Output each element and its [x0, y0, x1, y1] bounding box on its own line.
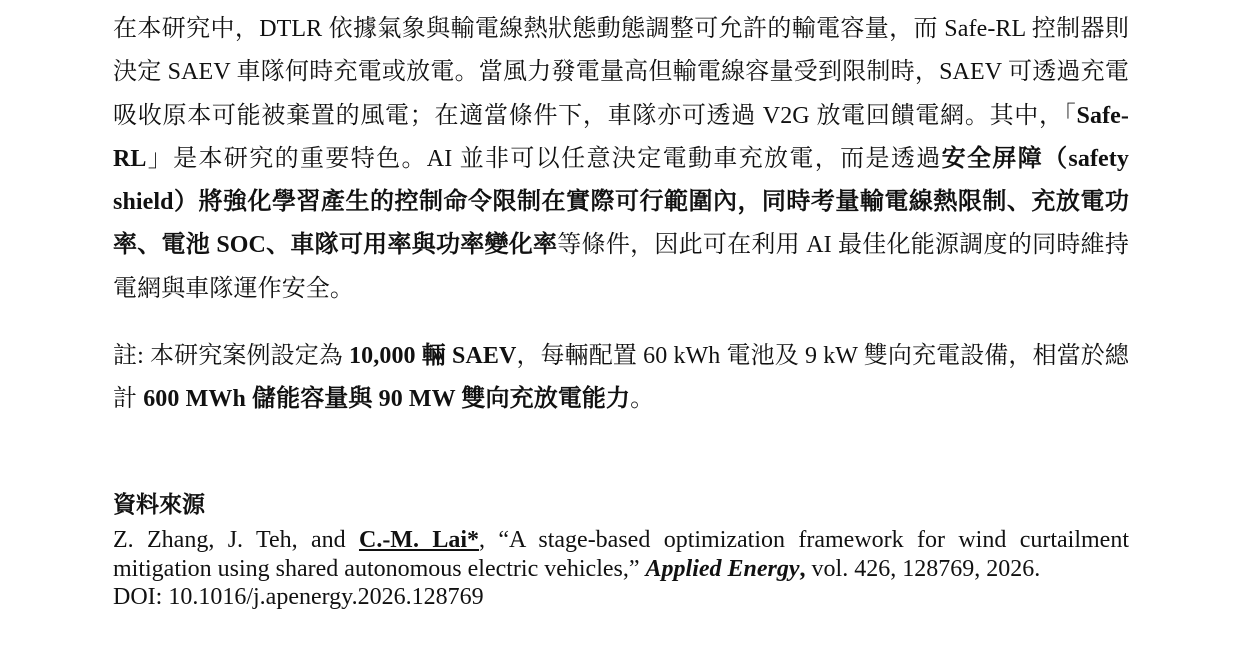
journal-comma: , [799, 555, 806, 582]
case-note [113, 335, 1129, 422]
note-text: ，每輛配置 60 kWh 電池及 9 kW 雙向充電設備，相當於總計 [113, 343, 1129, 413]
fleet-size-emphasis: 10,000 輛 SAEV [349, 343, 517, 370]
safe-rl-term: Safe-RL [113, 102, 1129, 172]
body-text: 」是本研究的重要特色。AI 並非可以任意決定電動車充放電，而是透過 [146, 145, 942, 172]
capacity-emphasis: 600 MWh 儲能容量與 90 MW 雙向充放電能力 [143, 386, 631, 413]
body-text: 在本研究中，DTLR 依據氣象與輸電線熱狀態動態調整可允許的輸電容量，而 Safe-RL 控制器則決定 SAEV 車隊何時充電或放電。當風力發電量高但輸電線容量受到限制時，SAEV 可透過充電吸收原本可能被棄置的風電；在適當條件下，車隊亦可透過 V2G 放電回饋電網。其中，「 [113, 16, 1129, 129]
journal-name: Applied Energy [645, 555, 800, 582]
document-page [113, 8, 1130, 610]
reference-entry [113, 526, 1129, 612]
sources-heading: 資料來源 [113, 492, 205, 517]
reference-authors: Z. Zhang, J. Teh, and [113, 527, 359, 553]
corresponding-author: C.-M. Lai* [358, 527, 479, 553]
reference-volume: vol. 426, 128769, 2026. [805, 555, 1041, 582]
safety-shield-emphasis: 安全屏障（safety shield）將強化學習產生的控制命令限制在實際可行範圍內，同時考量輸電線熱限制、充放電功率、電池 SOC、車隊可用率與功率變化率 [113, 145, 1130, 259]
body-text: 等條件，因此可在利用 AI 最佳化能源調度的同時維持電網與車隊運作安全。 [113, 232, 1129, 302]
doi-line: DOI: 10.1016/j.apenergy.2026.128769 [113, 584, 484, 610]
note-text: 註: 本研究案例設定為 [113, 343, 350, 370]
body-paragraph [113, 8, 1129, 311]
note-text: 。 [630, 386, 655, 413]
reference-title: , “A stage-based optimization framework for wind curtailment mitigation using shared autonomous electric vehicles,” [113, 527, 1130, 582]
